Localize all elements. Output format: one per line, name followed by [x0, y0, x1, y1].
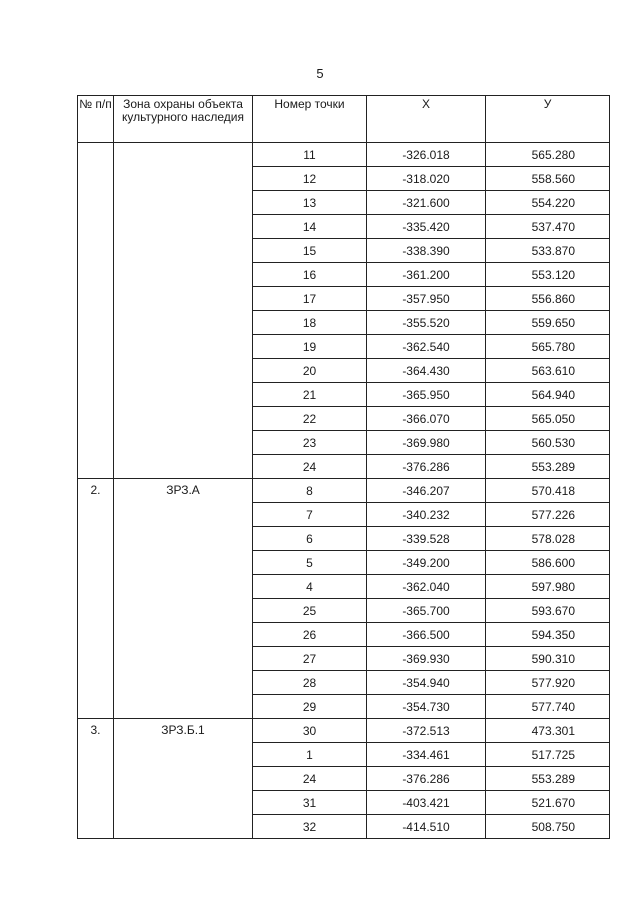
y-cell: 553.289 — [486, 767, 610, 791]
x-cell: -376.286 — [367, 455, 486, 479]
zone-cell: ЗРЗ.Б.1 — [114, 719, 253, 839]
x-cell: -376.286 — [367, 767, 486, 791]
coordinates-table — [77, 95, 610, 839]
y-cell: 577.740 — [486, 695, 610, 719]
y-cell: 563.610 — [486, 359, 610, 383]
point-cell: 18 — [253, 311, 367, 335]
y-cell: 597.980 — [486, 575, 610, 599]
point-cell: 23 — [253, 431, 367, 455]
point-cell: 5 — [253, 551, 367, 575]
x-cell: -365.700 — [367, 599, 486, 623]
point-cell: 4 — [253, 575, 367, 599]
y-cell: 521.670 — [486, 791, 610, 815]
x-cell: -354.730 — [367, 695, 486, 719]
y-cell: 553.120 — [486, 263, 610, 287]
page-number: 5 — [316, 66, 324, 81]
point-cell: 22 — [253, 407, 367, 431]
y-cell: 537.470 — [486, 215, 610, 239]
y-cell: 577.920 — [486, 671, 610, 695]
y-cell: 593.670 — [486, 599, 610, 623]
point-cell: 8 — [253, 479, 367, 503]
x-cell: -335.420 — [367, 215, 486, 239]
point-cell: 20 — [253, 359, 367, 383]
y-cell: 517.725 — [486, 743, 610, 767]
point-cell: 15 — [253, 239, 367, 263]
y-cell: 473.301 — [486, 719, 610, 743]
point-cell: 16 — [253, 263, 367, 287]
x-cell: -369.980 — [367, 431, 486, 455]
point-cell: 12 — [253, 167, 367, 191]
point-cell: 31 — [253, 791, 367, 815]
x-cell: -364.430 — [367, 359, 486, 383]
x-cell: -338.390 — [367, 239, 486, 263]
x-cell: -357.950 — [367, 287, 486, 311]
y-cell: 508.750 — [486, 815, 610, 839]
x-cell: -365.950 — [367, 383, 486, 407]
point-cell: 1 — [253, 743, 367, 767]
x-cell: -362.540 — [367, 335, 486, 359]
point-cell: 11 — [253, 143, 367, 167]
point-cell: 24 — [253, 767, 367, 791]
point-cell: 27 — [253, 647, 367, 671]
x-cell: -355.520 — [367, 311, 486, 335]
zone-cell — [114, 143, 253, 479]
header-x: X — [367, 96, 486, 143]
point-cell: 13 — [253, 191, 367, 215]
header-y: У — [486, 96, 610, 143]
x-cell: -366.070 — [367, 407, 486, 431]
row-number-cell: 3. — [78, 719, 114, 839]
y-cell: 570.418 — [486, 479, 610, 503]
x-cell: -339.528 — [367, 527, 486, 551]
x-cell: -321.600 — [367, 191, 486, 215]
point-cell: 19 — [253, 335, 367, 359]
point-cell: 30 — [253, 719, 367, 743]
x-cell: -361.200 — [367, 263, 486, 287]
y-cell: 558.560 — [486, 167, 610, 191]
header-point: Номер точки — [253, 96, 367, 143]
x-cell: -334.461 — [367, 743, 486, 767]
x-cell: -326.018 — [367, 143, 486, 167]
y-cell: 565.780 — [486, 335, 610, 359]
point-cell: 29 — [253, 695, 367, 719]
y-cell: 565.050 — [486, 407, 610, 431]
x-cell: -369.930 — [367, 647, 486, 671]
x-cell: -372.513 — [367, 719, 486, 743]
x-cell: -346.207 — [367, 479, 486, 503]
x-cell: -362.040 — [367, 575, 486, 599]
point-cell: 7 — [253, 503, 367, 527]
point-cell: 28 — [253, 671, 367, 695]
y-cell: 553.289 — [486, 455, 610, 479]
y-cell: 565.280 — [486, 143, 610, 167]
table-row — [78, 143, 610, 167]
row-number-cell: 2. — [78, 479, 114, 719]
x-cell: -414.510 — [367, 815, 486, 839]
y-cell: 556.860 — [486, 287, 610, 311]
y-cell: 577.226 — [486, 503, 610, 527]
y-cell: 594.350 — [486, 623, 610, 647]
table-row — [78, 719, 610, 743]
point-cell: 21 — [253, 383, 367, 407]
y-cell: 578.028 — [486, 527, 610, 551]
x-cell: -354.940 — [367, 671, 486, 695]
x-cell: -318.020 — [367, 167, 486, 191]
x-cell: -366.500 — [367, 623, 486, 647]
y-cell: 554.220 — [486, 191, 610, 215]
point-cell: 32 — [253, 815, 367, 839]
zone-cell: ЗРЗ.А — [114, 479, 253, 719]
table-header-row — [78, 96, 610, 143]
y-cell: 564.940 — [486, 383, 610, 407]
header-zone: Зона охраны объекта культурного наследия — [114, 96, 253, 143]
y-cell: 559.650 — [486, 311, 610, 335]
table-body — [78, 143, 610, 839]
y-cell: 560.530 — [486, 431, 610, 455]
y-cell: 586.600 — [486, 551, 610, 575]
point-cell: 14 — [253, 215, 367, 239]
point-cell: 24 — [253, 455, 367, 479]
point-cell: 25 — [253, 599, 367, 623]
x-cell: -403.421 — [367, 791, 486, 815]
row-number-cell — [78, 143, 114, 479]
table-row — [78, 479, 610, 503]
x-cell: -349.200 — [367, 551, 486, 575]
y-cell: 590.310 — [486, 647, 610, 671]
point-cell: 6 — [253, 527, 367, 551]
header-num: № п/п — [78, 96, 114, 143]
y-cell: 533.870 — [486, 239, 610, 263]
point-cell: 26 — [253, 623, 367, 647]
point-cell: 17 — [253, 287, 367, 311]
x-cell: -340.232 — [367, 503, 486, 527]
